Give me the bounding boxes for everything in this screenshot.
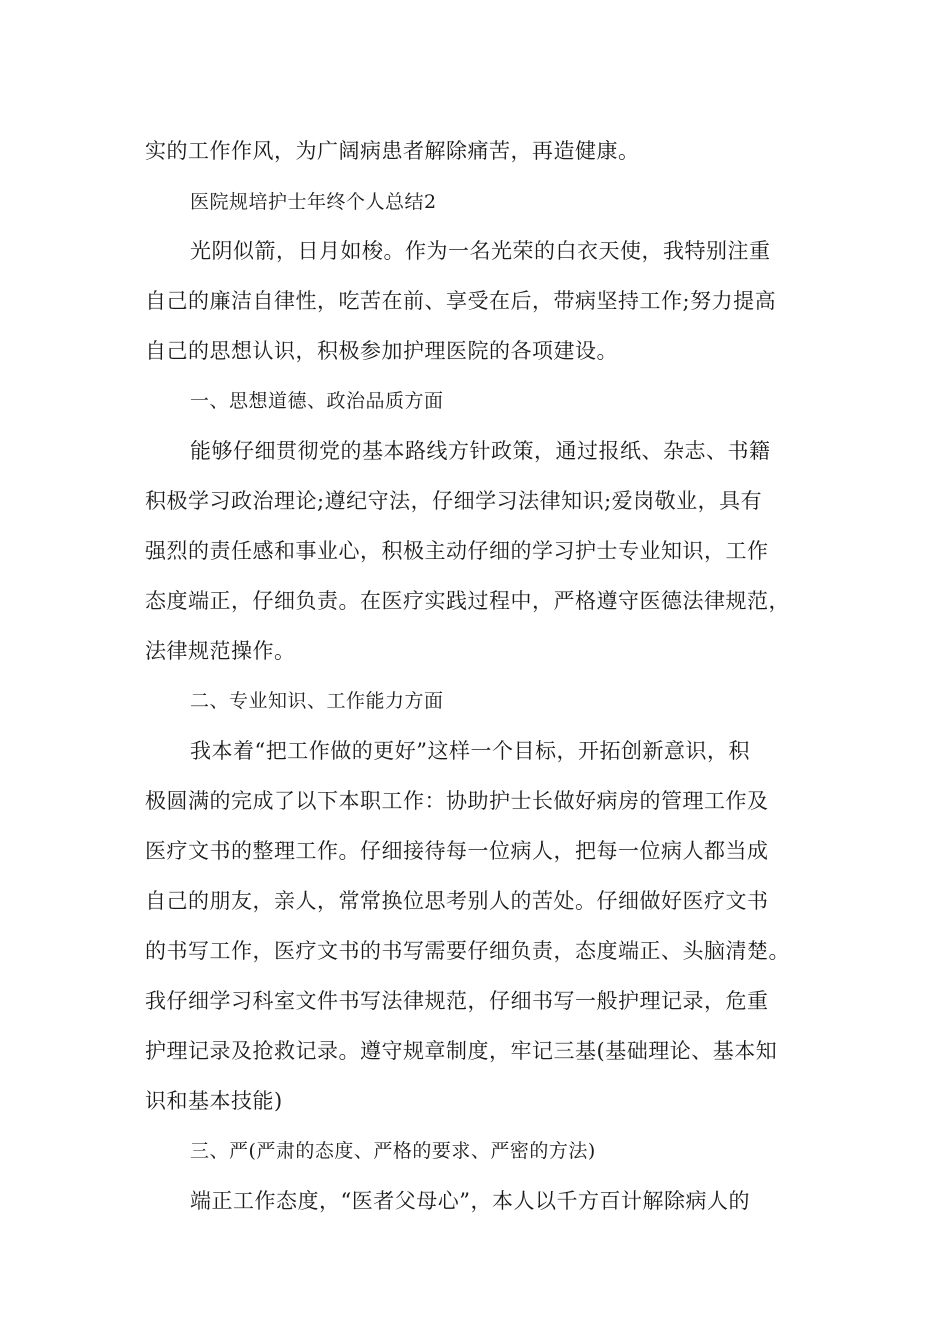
paragraph-line: 自己的朋友，亲人，常常换位思考别人的苦处。仔细做好医疗文书	[145, 889, 769, 913]
paragraph-line: 医疗文书的整理工作。仔细接待每一位病人，把每一位病人都当成	[145, 839, 769, 863]
paragraph-line: 强烈的责任感和事业心，积极主动仔细的学习护士专业知识，工作	[145, 539, 769, 563]
section-heading: 一、思想道德、政治品质方面	[190, 390, 444, 412]
section-heading: 三、严(严肃的态度、严格的要求、严密的方法)	[190, 1140, 596, 1162]
paragraph-line: 我仔细学习科室文件书写法律规范，仔细书写一般护理记录，危重	[145, 989, 769, 1013]
paragraph-line: 端正工作态度，“医者父母心”，本人以千方百计解除病人的	[190, 1189, 750, 1213]
paragraph-line: 自己的思想认识，积极参加护理医院的各项建设。	[145, 339, 618, 363]
paragraph-line: 法律规范操作。	[145, 639, 296, 663]
paragraph-line: 态度端正，仔细负责。在医疗实践过程中，严格遵守医德法律规范，	[145, 589, 790, 613]
paragraph-line: 积极学习政治理论;遵纪守法，仔细学习法律知识;爱岗敬业，具有	[145, 489, 763, 513]
paragraph-line: 我本着“把工作做的更好”这样一个目标，开拓创新意识，积	[190, 739, 750, 763]
paragraph-line: 护理记录及抢救记录。遵守规章制度，牢记三基(基础理论、基本知	[145, 1039, 778, 1063]
paragraph-line: 自己的廉洁自律性，吃苦在前、享受在后，带病坚持工作;努力提高	[145, 289, 777, 313]
paragraph-line: 实的工作作风，为广阔病患者解除痛苦，再造健康。	[145, 139, 640, 163]
paragraph-line: 的书写工作，医疗文书的书写需要仔细负责，态度端正、头脑清楚。	[145, 939, 790, 963]
paragraph-line: 光阴似箭，日月如梭。作为一名光荣的白衣天使，我特别注重	[190, 239, 771, 263]
section-heading: 二、专业知识、工作能力方面	[190, 690, 444, 712]
paragraph-line: 极圆满的完成了以下本职工作：协助护士长做好病房的管理工作及	[145, 789, 769, 813]
section-title: 医院规培护士年终个人总结2	[190, 191, 437, 213]
paragraph-line: 能够仔细贯彻党的基本路线方针政策，通过报纸、杂志、书籍	[190, 439, 771, 463]
paragraph-line: 识和基本技能)	[145, 1089, 283, 1113]
